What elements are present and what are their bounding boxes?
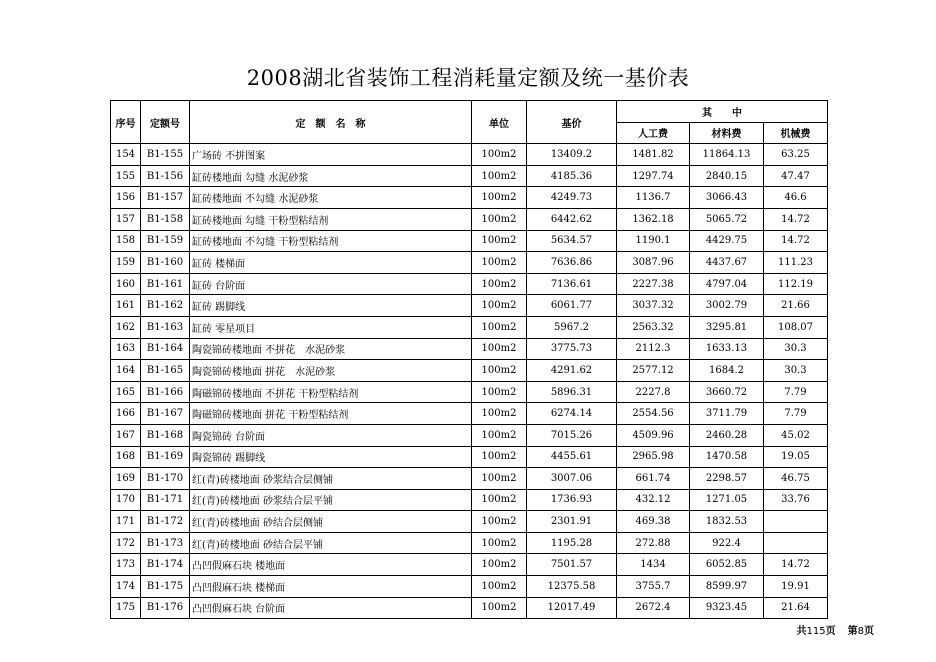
table-row xyxy=(111,208,828,230)
cell-code: B1-167 xyxy=(141,403,190,425)
cell-name: 缸砖 台阶面 xyxy=(190,273,472,295)
cell-seq: 175 xyxy=(111,597,141,619)
cell-seq: 170 xyxy=(111,489,141,511)
cell-labor: 432.12 xyxy=(617,489,690,511)
cell-code: B1-157 xyxy=(141,187,190,209)
header-labor: 人工费 xyxy=(617,122,690,144)
cell-material: 11864.13 xyxy=(690,144,764,166)
table-row xyxy=(111,295,828,317)
cell-machine: 7.79 xyxy=(764,403,828,425)
cell-seq: 169 xyxy=(111,468,141,490)
page-title: 2008湖北省装饰工程消耗量定额及统一基价表 xyxy=(246,66,690,90)
cell-machine: 7.79 xyxy=(764,381,828,403)
cell-name: 陶瓷锦砖 踢脚线 xyxy=(190,446,472,468)
cell-material: 2840.15 xyxy=(690,165,764,187)
cell-base-price: 4455.61 xyxy=(527,446,617,468)
table-row xyxy=(111,165,828,187)
cell-base-price: 13409.2 xyxy=(527,144,617,166)
cell-machine: 111.23 xyxy=(764,252,828,274)
cell-machine: 108.07 xyxy=(764,316,828,338)
cell-name: 陶磁锦砖楼地面 拼花 干粉型粘结剂 xyxy=(190,403,472,425)
cell-unit: 100m2 xyxy=(472,532,527,554)
page-number-suffix: 页 xyxy=(864,626,874,637)
cell-seq: 163 xyxy=(111,338,141,360)
table-row xyxy=(111,403,828,425)
cell-name: 缸砖楼地面 勾缝 干粉型粘结剂 xyxy=(190,208,472,230)
cell-seq: 157 xyxy=(111,208,141,230)
cell-machine: 112.19 xyxy=(764,273,828,295)
cell-labor: 2227.8 xyxy=(617,381,690,403)
page-number: 8 xyxy=(857,626,864,637)
cell-labor: 272.88 xyxy=(617,532,690,554)
table-row xyxy=(111,381,828,403)
cell-name: 凸凹假麻石块 台阶面 xyxy=(190,597,472,619)
cell-seq: 156 xyxy=(111,187,141,209)
cell-name: 陶瓷锦砖 台阶面 xyxy=(190,424,472,446)
cell-unit: 100m2 xyxy=(472,165,527,187)
cell-name: 红(青)砖楼地面 砂结合层平铺 xyxy=(190,532,472,554)
cell-labor: 3755.7 xyxy=(617,576,690,598)
cell-code: B1-162 xyxy=(141,295,190,317)
cell-base-price: 12375.58 xyxy=(527,576,617,598)
cell-unit: 100m2 xyxy=(472,489,527,511)
cell-seq: 164 xyxy=(111,360,141,382)
cell-base-price: 4291.62 xyxy=(527,360,617,382)
cell-code: B1-175 xyxy=(141,576,190,598)
cell-material: 4437.67 xyxy=(690,252,764,274)
cell-base-price: 7636.86 xyxy=(527,252,617,274)
cell-seq: 171 xyxy=(111,511,141,533)
cell-unit: 100m2 xyxy=(472,208,527,230)
cell-labor: 1362.18 xyxy=(617,208,690,230)
table-row xyxy=(111,424,828,446)
page-number-prefix: 第 xyxy=(847,626,858,637)
cell-labor: 2672.4 xyxy=(617,597,690,619)
cell-code: B1-169 xyxy=(141,446,190,468)
cell-name: 陶磁锦砖楼地面 不拼花 干粉型粘结剂 xyxy=(190,381,472,403)
cell-unit: 100m2 xyxy=(472,338,527,360)
cell-labor: 2563.32 xyxy=(617,316,690,338)
cell-labor: 2965.98 xyxy=(617,446,690,468)
cell-material: 8599.97 xyxy=(690,576,764,598)
cell-code: B1-176 xyxy=(141,597,190,619)
table-row xyxy=(111,554,828,576)
cell-base-price: 7015.26 xyxy=(527,424,617,446)
cell-material: 922.4 xyxy=(690,532,764,554)
cell-name: 红(青)砖楼地面 砂浆结合层平铺 xyxy=(190,489,472,511)
cell-material: 4429.75 xyxy=(690,230,764,252)
table-row xyxy=(111,446,828,468)
cell-base-price: 6061.77 xyxy=(527,295,617,317)
table-row xyxy=(111,597,828,619)
cell-unit: 100m2 xyxy=(472,144,527,166)
cell-code: B1-159 xyxy=(141,230,190,252)
cell-name: 缸砖楼地面 不勾缝 干粉型粘结剂 xyxy=(190,230,472,252)
cell-seq: 159 xyxy=(111,252,141,274)
cell-machine: 45.02 xyxy=(764,424,828,446)
cell-machine: 14.72 xyxy=(764,208,828,230)
cell-machine: 14.72 xyxy=(764,554,828,576)
cell-seq: 154 xyxy=(111,144,141,166)
cell-seq: 173 xyxy=(111,554,141,576)
cell-labor: 1136.7 xyxy=(617,187,690,209)
cell-machine: 19.91 xyxy=(764,576,828,598)
cell-material: 3660.72 xyxy=(690,381,764,403)
table-row xyxy=(111,230,828,252)
cell-material: 3002.79 xyxy=(690,295,764,317)
cell-labor: 1434 xyxy=(617,554,690,576)
cell-name: 广场砖 不拼图案 xyxy=(190,144,472,166)
cell-code: B1-174 xyxy=(141,554,190,576)
cell-code: B1-168 xyxy=(141,424,190,446)
table-row xyxy=(111,576,828,598)
header-code: 定额号 xyxy=(141,101,190,144)
header-seq: 序号 xyxy=(111,101,141,144)
table-row xyxy=(111,468,828,490)
cell-labor: 3037.32 xyxy=(617,295,690,317)
cell-unit: 100m2 xyxy=(472,511,527,533)
cell-material: 2298.57 xyxy=(690,468,764,490)
cell-unit: 100m2 xyxy=(472,597,527,619)
cell-name: 缸砖楼地面 不勾缝 水泥砂浆 xyxy=(190,187,472,209)
cell-machine: 46.6 xyxy=(764,187,828,209)
cell-labor: 2112.3 xyxy=(617,338,690,360)
header-machine: 机械费 xyxy=(764,122,828,144)
table-row xyxy=(111,252,828,274)
table-row xyxy=(111,338,828,360)
cell-base-price: 6442.62 xyxy=(527,208,617,230)
cell-machine xyxy=(764,532,828,554)
table-row xyxy=(111,532,828,554)
cell-machine: 19.05 xyxy=(764,446,828,468)
cell-code: B1-166 xyxy=(141,381,190,403)
cell-machine xyxy=(764,511,828,533)
cell-seq: 162 xyxy=(111,316,141,338)
table-row xyxy=(111,511,828,533)
cell-unit: 100m2 xyxy=(472,403,527,425)
cell-material: 1470.58 xyxy=(690,446,764,468)
quota-table xyxy=(110,100,828,619)
cell-machine: 33.76 xyxy=(764,489,828,511)
cell-seq: 174 xyxy=(111,576,141,598)
cell-seq: 167 xyxy=(111,424,141,446)
cell-code: B1-155 xyxy=(141,144,190,166)
cell-machine: 46.75 xyxy=(764,468,828,490)
cell-base-price: 12017.49 xyxy=(527,597,617,619)
cell-material: 1832.53 xyxy=(690,511,764,533)
cell-machine: 14.72 xyxy=(764,230,828,252)
header-base-price: 基价 xyxy=(527,101,617,144)
header-among: 其 中 xyxy=(617,101,828,123)
cell-base-price: 5967.2 xyxy=(527,316,617,338)
cell-unit: 100m2 xyxy=(472,360,527,382)
cell-base-price: 5896.31 xyxy=(527,381,617,403)
table-row xyxy=(111,273,828,295)
table-row xyxy=(111,316,828,338)
cell-name: 缸砖 零星项目 xyxy=(190,316,472,338)
total-pages-suffix: 页 xyxy=(825,626,836,637)
cell-base-price: 5634.57 xyxy=(527,230,617,252)
cell-seq: 172 xyxy=(111,532,141,554)
cell-name: 陶瓷锦砖楼地面 不拼花 水泥砂浆 xyxy=(190,338,472,360)
cell-unit: 100m2 xyxy=(472,576,527,598)
cell-seq: 165 xyxy=(111,381,141,403)
table-row xyxy=(111,360,828,382)
cell-machine: 21.66 xyxy=(764,295,828,317)
cell-labor: 2554.56 xyxy=(617,403,690,425)
total-pages: 115 xyxy=(806,626,826,637)
cell-name: 缸砖 踢脚线 xyxy=(190,295,472,317)
cell-base-price: 7501.57 xyxy=(527,554,617,576)
cell-code: B1-172 xyxy=(141,511,190,533)
header-unit: 单位 xyxy=(472,101,527,144)
cell-seq: 168 xyxy=(111,446,141,468)
cell-unit: 100m2 xyxy=(472,252,527,274)
cell-labor: 2577.12 xyxy=(617,360,690,382)
cell-code: B1-164 xyxy=(141,338,190,360)
table-row xyxy=(111,187,828,209)
cell-seq: 160 xyxy=(111,273,141,295)
cell-name: 红(青)砖楼地面 砂结合层侧铺 xyxy=(190,511,472,533)
cell-code: B1-170 xyxy=(141,468,190,490)
cell-machine: 63.25 xyxy=(764,144,828,166)
cell-base-price: 3775.73 xyxy=(527,338,617,360)
cell-labor: 661.74 xyxy=(617,468,690,490)
cell-base-price: 1736.93 xyxy=(527,489,617,511)
table-row xyxy=(111,489,828,511)
cell-material: 1271.05 xyxy=(690,489,764,511)
cell-code: B1-161 xyxy=(141,273,190,295)
cell-material: 3295.81 xyxy=(690,316,764,338)
cell-base-price: 1195.28 xyxy=(527,532,617,554)
cell-labor: 3087.96 xyxy=(617,252,690,274)
cell-unit: 100m2 xyxy=(472,424,527,446)
cell-seq: 166 xyxy=(111,403,141,425)
cell-machine: 30.3 xyxy=(764,338,828,360)
cell-machine: 30.3 xyxy=(764,360,828,382)
cell-unit: 100m2 xyxy=(472,554,527,576)
cell-name: 凸凹假麻石块 楼梯面 xyxy=(190,576,472,598)
cell-code: B1-158 xyxy=(141,208,190,230)
cell-labor: 2227.38 xyxy=(617,273,690,295)
cell-name: 凸凹假麻石块 楼地面 xyxy=(190,554,472,576)
cell-base-price: 4249.73 xyxy=(527,187,617,209)
cell-material: 3066.43 xyxy=(690,187,764,209)
cell-unit: 100m2 xyxy=(472,230,527,252)
cell-material: 1684.2 xyxy=(690,360,764,382)
cell-material: 1633.13 xyxy=(690,338,764,360)
cell-material: 2460.28 xyxy=(690,424,764,446)
cell-labor: 1190.1 xyxy=(617,230,690,252)
cell-unit: 100m2 xyxy=(472,381,527,403)
cell-code: B1-165 xyxy=(141,360,190,382)
cell-name: 缸砖楼地面 勾缝 水泥砂浆 xyxy=(190,165,472,187)
cell-material: 3711.79 xyxy=(690,403,764,425)
cell-material: 5065.72 xyxy=(690,208,764,230)
cell-name: 陶瓷锦砖楼地面 拼花 水泥砂浆 xyxy=(190,360,472,382)
cell-labor: 469.38 xyxy=(617,511,690,533)
cell-unit: 100m2 xyxy=(472,187,527,209)
cell-labor: 4509.96 xyxy=(617,424,690,446)
cell-name: 红(青)砖楼地面 砂浆结合层侧铺 xyxy=(190,468,472,490)
cell-unit: 100m2 xyxy=(472,468,527,490)
cell-base-price: 2301.91 xyxy=(527,511,617,533)
cell-base-price: 3007.06 xyxy=(527,468,617,490)
cell-seq: 158 xyxy=(111,230,141,252)
cell-unit: 100m2 xyxy=(472,446,527,468)
header-name: 定 额 名 称 xyxy=(190,101,472,144)
cell-base-price: 4185.36 xyxy=(527,165,617,187)
cell-unit: 100m2 xyxy=(472,316,527,338)
total-pages-prefix: 共 xyxy=(796,626,807,637)
cell-material: 9323.45 xyxy=(690,597,764,619)
cell-code: B1-156 xyxy=(141,165,190,187)
cell-seq: 161 xyxy=(111,295,141,317)
cell-name: 缸砖 楼梯面 xyxy=(190,252,472,274)
cell-seq: 155 xyxy=(111,165,141,187)
cell-unit: 100m2 xyxy=(472,273,527,295)
cell-code: B1-160 xyxy=(141,252,190,274)
cell-machine: 21.64 xyxy=(764,597,828,619)
header-material: 材料费 xyxy=(690,122,764,144)
table-row xyxy=(111,144,828,166)
cell-code: B1-173 xyxy=(141,532,190,554)
cell-labor: 1297.74 xyxy=(617,165,690,187)
cell-code: B1-171 xyxy=(141,489,190,511)
page-footer xyxy=(797,622,874,637)
cell-base-price: 6274.14 xyxy=(527,403,617,425)
cell-material: 4797.04 xyxy=(690,273,764,295)
cell-material: 6052.85 xyxy=(690,554,764,576)
cell-machine: 47.47 xyxy=(764,165,828,187)
cell-labor: 1481.82 xyxy=(617,144,690,166)
cell-unit: 100m2 xyxy=(472,295,527,317)
cell-code: B1-163 xyxy=(141,316,190,338)
cell-base-price: 7136.61 xyxy=(527,273,617,295)
